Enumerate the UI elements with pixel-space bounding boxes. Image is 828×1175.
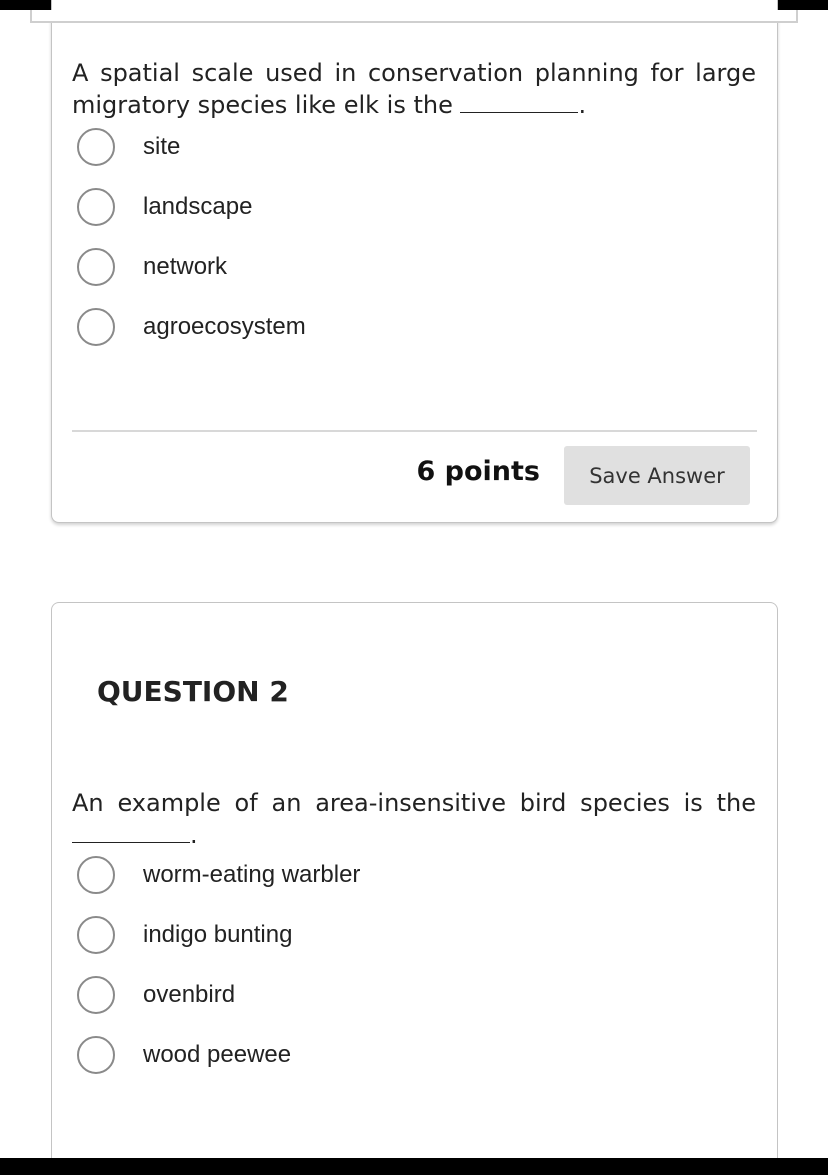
radio-button[interactable] [77, 248, 115, 286]
option-indigo-bunting[interactable] [77, 905, 360, 965]
radio-button[interactable] [77, 188, 115, 226]
question-1-text [72, 57, 756, 121]
option-worm-eating-warbler[interactable] [77, 845, 360, 905]
option-label: worm-eating warbler [143, 861, 361, 888]
radio-button[interactable] [77, 128, 115, 166]
radio-button[interactable] [77, 308, 115, 346]
card-divider [72, 430, 757, 432]
save-answer-button[interactable]: Save Answer [564, 446, 750, 505]
bottom-frame-bar [0, 1158, 828, 1175]
option-ovenbird[interactable] [77, 965, 360, 1025]
radio-button[interactable] [77, 916, 115, 954]
option-label: ovenbird [143, 981, 236, 1008]
radio-button[interactable] [77, 1036, 115, 1074]
option-agroecosystem[interactable] [77, 297, 306, 357]
question-2-text [72, 787, 756, 851]
points-label: 6 points [416, 456, 540, 487]
option-label: landscape [143, 193, 253, 220]
question-1-text-start: A spatial scale used in conservation planning for large migratory species like elk is the [72, 59, 756, 119]
option-label: site [143, 133, 181, 160]
question-2-options [77, 845, 360, 1085]
option-network[interactable] [77, 237, 306, 297]
previous-card-edge [30, 10, 798, 23]
question-2-heading: QUESTION 2 [97, 675, 289, 708]
option-label: indigo bunting [143, 921, 293, 948]
option-landscape[interactable] [77, 177, 306, 237]
radio-button[interactable] [77, 976, 115, 1014]
question-2-text-start: An example of an area-insensitive bird species is the [72, 789, 756, 817]
answer-blank [460, 112, 578, 113]
option-label: agroecosystem [143, 313, 306, 340]
option-label: wood peewee [143, 1041, 292, 1068]
question-card-1 [51, 0, 778, 523]
question-card-2 [51, 602, 778, 1162]
option-label: network [143, 253, 228, 280]
option-site[interactable] [77, 117, 306, 177]
option-wood-peewee[interactable] [77, 1025, 360, 1085]
question-2-text-end: . [190, 821, 198, 849]
question-1-text-end: . [578, 91, 587, 119]
radio-button[interactable] [77, 856, 115, 894]
answer-blank [72, 842, 190, 843]
question-1-options [77, 117, 306, 357]
